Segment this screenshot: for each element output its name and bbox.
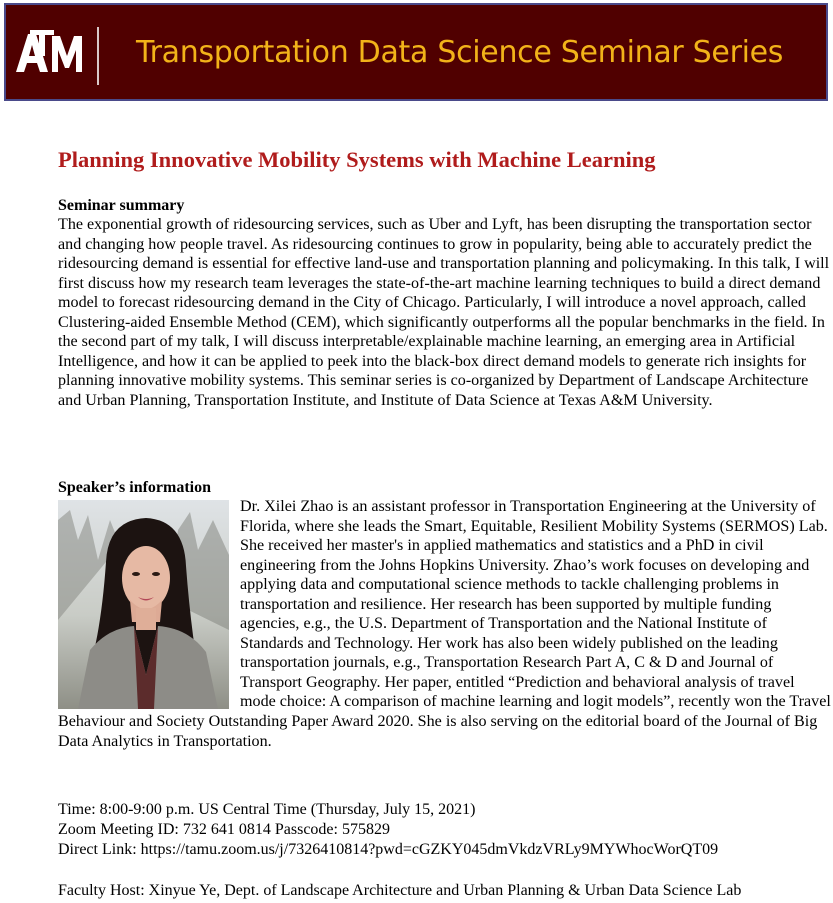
- faculty-host: Faculty Host: Xinyue Ye, Dept. of Landscape Architecture and Urban Planning & Urban Data Science Lab: [58, 882, 742, 899]
- photo-spacer: [58, 497, 240, 706]
- speaker-bio-text: Dr. Xilei Zhao is an assistant professor in Transportation Engineering at the University of Florida, where she leads the Smart, Equitable, Resilient Mobility Systems (SERMOS) Lab. She received her master's in applied mathematics and statistics and a PhD in civil engineering from the Johns Hopkins University. Zhao’s work focuses on developing and applying data and computational science methods to tackle challenging problems in transportation and resilience. Her research has been supported by multiple funding agencies, e.g., the U.S. Department of Transportation and the National Institute of Standards and Technology. Her work has also been widely published on the leading transportation journals, e.g., Transportation Research Part A, C & D and Journal of Transport Geography. Her paper, entitled “Prediction and behavioral analysis of travel mode choice: A comparison of machine learning and logit models”, recently won the Travel Behaviour and Society Outstanding Paper Award 2020. She is also serving on the editorial board of the Journal of Big Data Analytics in Transportation.: [58, 498, 831, 750]
- speaker-heading: Speaker’s information: [58, 479, 212, 496]
- talk-title: Planning Innovative Mobility Systems with Machine Learning: [58, 147, 656, 172]
- seminar-time: Time: 8:00-9:00 p.m. US Central Time (Thursday, July 15, 2021): [58, 801, 476, 818]
- texas-am-logo: [14, 28, 88, 76]
- summary-text: The exponential growth of ridesourcing services, such as Uber and Lyft, has been disrupting the transportation sector and changing how people travel. As ridesourcing continues to grow in popularity, being able to accurately predict the ridesourcing demand is essential for effective land-use and transportation planning and policymaking. In this talk, I will first discuss how my research team leverages the state-of-the-art machine learning techniques to build a direct demand model to forecast ridesourcing demand in the City of Chicago. Particularly, I will introduce a novel approach, called Clustering-aided Ensemble Method (CEM), which significantly outperforms all the popular benchmarks in the field. In the second part of my talk, I will discuss interpretable/explainable machine learning, an emerging area in Artificial Intelligence, and how it can be applied to peek into the black-box direct demand models to generate rich insights for planning innovative mobility systems. This seminar series is co-organized by Department of Landscape Architecture and Urban Planning, Transportation Institute, and Institute of Data Science at Texas A&M University.: [58, 216, 830, 409]
- zoom-direct-link[interactable]: Direct Link: https://tamu.zoom.us/j/7326410814?pwd=cGZKY045dmVkdzVRLy9MYWhocWorQT09: [58, 841, 719, 858]
- summary-heading: Seminar summary: [58, 197, 185, 214]
- series-title: Transportation Data Science Seminar Series: [136, 35, 784, 70]
- header-divider: [97, 27, 99, 85]
- speaker-bio: [58, 497, 831, 751]
- zoom-meeting-id: Zoom Meeting ID: 732 641 0814 Passcode: 575829: [58, 821, 390, 838]
- header-banner: [4, 3, 828, 101]
